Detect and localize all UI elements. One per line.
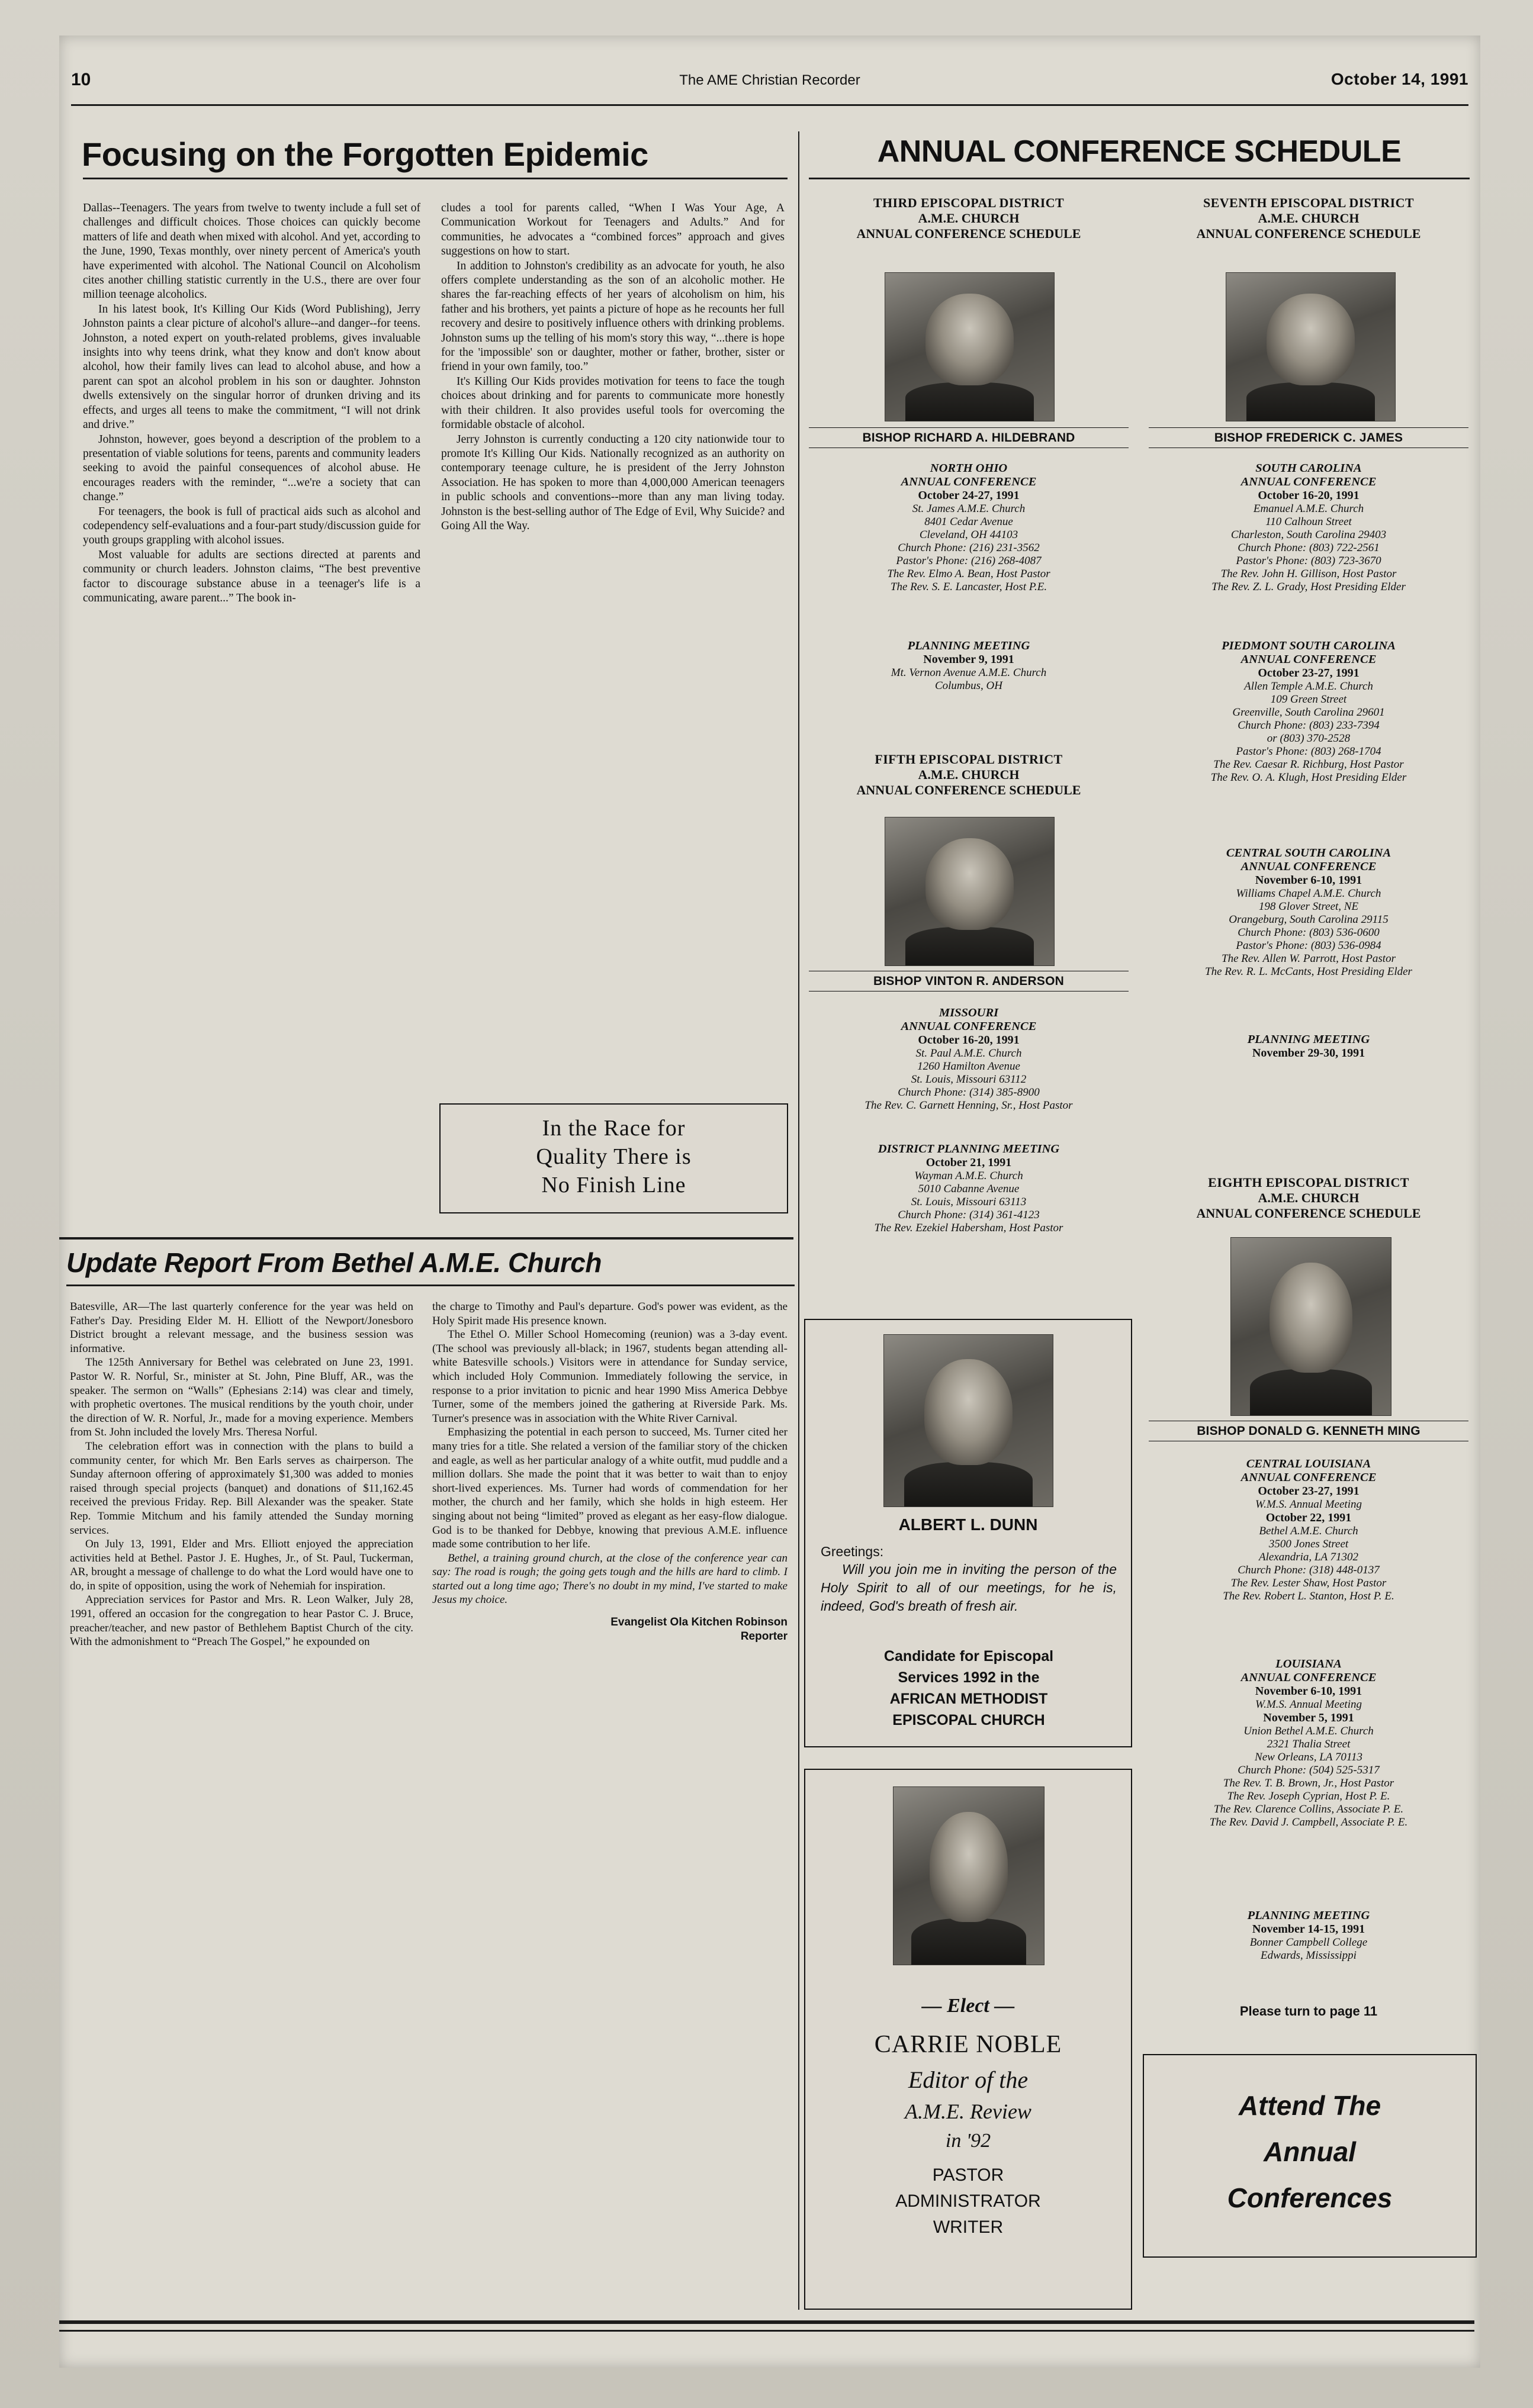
conference-name: LOUISIANA [1275, 1657, 1342, 1670]
attend-line-1: Attend The [1238, 2090, 1381, 2121]
louisiana-conference [1149, 1657, 1468, 1829]
paragraph: The Ethel O. Miller School Homecoming (reunion) was a 3-day event. (The school was previously all-black; in 1967, students began attending all-white Batesville schools.) Visitors were in attendance for Sunday service, which included Holy Communion. Immediately following the service, in response to a prior invitation to picnic and hear 1990 Miss America Debbye Turner, some of the members joined the gathering at Riverside Park. Ms. Turner's presence was in association with the White River Carnival. [432, 1328, 788, 1425]
carrie-noble-role-3: in '92 [945, 2130, 991, 2152]
conference-name: CENTRAL LOUISIANA [1246, 1457, 1371, 1470]
conference-name: NORTH OHIO [930, 462, 1008, 475]
conference-line: Wayman A.M.E. Church [914, 1170, 1023, 1182]
conference-line: The Rev. C. Garnett Henning, Sr., Host Pastor [864, 1099, 1073, 1112]
albert-dunn-ad [804, 1319, 1132, 1747]
conference-dates: November 6-10, 1991 [1255, 1685, 1362, 1698]
paragraph: Dallas--Teenagers. The years from twelve to twenty include a full set of challenges and difficult choices. Those choices can quickly become matters of life and death when mixed with alcohol. And yet, according to the June, 1990, Texas monthly, over ninety percent of America's youth have experimented with alcohol. The National Council on Alcoholism cites another chilling statistic currently in the U.S., there are over four million teenage alcoholics. [83, 202, 420, 301]
conference-line: or (803) 370-2528 [1267, 732, 1351, 745]
conference-type: ANNUAL CONFERENCE [901, 1020, 1037, 1033]
conference-line: St. Louis, Missouri 63113 [911, 1196, 1027, 1208]
paragraph: Emphasizing the potential in each person to succeed, Ms. Turner cited her many tries for a title. She related a version of the familiar story of the chicken and eagle, as well as her particular analogy of a white outfit, mud puddle and a million dollars. She made the point that it was better to wait than to enjoy short-lived experiences. Ms. Turner had words of commendation for her mother, the church and her family, which she holds in high esteem. Her singing about not being “limited” proved as elegant as her easy-flow dialogue. God is to be thanked for Debbye, knowing that previous A.M.E. influence made some contribution to her life. [432, 1426, 788, 1551]
conference-line: 8401 Cedar Avenue [924, 516, 1013, 528]
bishop-anderson-name: BISHOP VINTON R. ANDERSON [809, 971, 1129, 991]
fifth-district-block [809, 752, 1129, 798]
missouri-conference [809, 1006, 1129, 1112]
conference-line: Union Bethel A.M.E. Church [1243, 1725, 1374, 1737]
fifth-district-planning-meeting [809, 1142, 1129, 1235]
albert-dunn-greeting-body: Will you join me in inviting the person of the Holy Spirit to all of our meetings, for he is, indeed, God's breath of fresh air. [821, 1562, 1117, 1614]
conference-line: October 22, 1991 [1265, 1511, 1352, 1524]
paragraph: For teenagers, the book is full of practical aids such as alcohol and codependency self-evaluations and a four-part study/discussion guide for youth groups grappling with alcohol issues. [83, 505, 420, 547]
third-district-church: A.M.E. CHURCH [918, 211, 1020, 226]
seventh-district-subtitle: ANNUAL CONFERENCE SCHEDULE [1196, 226, 1421, 241]
conference-line: Allen Temple A.M.E. Church [1244, 680, 1373, 693]
conference-line: The Rev. Ezekiel Habersham, Host Pastor [874, 1222, 1063, 1234]
paragraph: Jerry Johnston is currently conducting a 120 city nationwide tour to promote It's Killing Our Kids. Nationally recognized as an authority on contemporary teenage culture, he is president of the Jerry Johnston Association. He has spoken to more than 4,000,000 American teenagers in public schools and conventions--more than any man living today. Johnston is the best-selling author of The Edge of Evil, Why Suicide? and Going All the Way. [441, 433, 785, 532]
fifth-district-title: FIFTH EPISCOPAL DISTRICT [875, 752, 1063, 767]
eighth-district-block [1149, 1175, 1468, 1221]
conference-line: Cleveland, OH 44103 [919, 529, 1018, 541]
conference-line: The Rev. Allen W. Parrott, Host Pastor [1222, 952, 1396, 965]
candidacy-line-3: AFRICAN METHODIST [889, 1691, 1048, 1707]
article2-headline: Update Report From Bethel A.M.E. Church [66, 1247, 602, 1278]
conference-line: Emanuel A.M.E. Church [1253, 503, 1364, 515]
conference-line: Church Phone: (803) 722-2561 [1238, 542, 1380, 554]
attend-conferences-ad [1143, 2054, 1477, 2258]
issue-date: October 14, 1991 [1330, 70, 1468, 88]
conference-line: New Orleans, LA 70113 [1255, 1751, 1362, 1763]
candidacy-line-1: Candidate for Episcopal [883, 1648, 1054, 1665]
bishop-james-name: BISHOP FREDERICK C. JAMES [1149, 427, 1468, 448]
article2-rule [66, 1285, 795, 1286]
article1-headline: Focusing on the Forgotten Epidemic [82, 136, 648, 173]
bishop-hildebrand-name: BISHOP RICHARD A. HILDEBRAND [809, 427, 1129, 448]
conference-line: The Rev. R. L. McCants, Host Presiding Elder [1205, 965, 1412, 978]
albert-dunn-greeting-label: Greetings: [821, 1544, 884, 1559]
conference-line: Church Phone: (216) 231-3562 [898, 542, 1040, 554]
carrie-noble-tag-1: PASTOR [932, 2165, 1004, 2185]
carrie-noble-photo [893, 1786, 1045, 1965]
carrie-noble-role-1: Editor of the [908, 2066, 1029, 2093]
paragraph: It's Killing Our Kids provides motivation for teens to face the tough choices about drinking and for parents to communicate more honestly with their children. It also provides useful tools for overcoming the formidable obstacle of alcohol. [441, 375, 785, 432]
conference-line: 110 Calhoun Street [1265, 516, 1352, 528]
conference-line: The Rev. Joseph Cyprian, Host P. E. [1227, 1790, 1390, 1802]
conference-line: Bonner Campbell College [1249, 1936, 1368, 1949]
conference-dates: October 24-27, 1991 [918, 489, 1020, 502]
conference-line: Church Phone: (318) 448-0137 [1238, 1564, 1380, 1576]
conference-name: MISSOURI [939, 1006, 999, 1019]
schedule-banner: ANNUAL CONFERENCE SCHEDULE [877, 134, 1402, 169]
north-ohio-conference [809, 462, 1129, 594]
central-sc-conference [1149, 846, 1468, 978]
paragraph: Johnston, however, goes beyond a description of the problem to a presentation of viable solutions for teens, parents and community leaders seeking to avoid the painful consequences of alcohol abuse. He encourages readers with the reminder, “...we're a society that can change.” [83, 433, 420, 504]
conference-line: 109 Green Street [1270, 693, 1347, 706]
bishop-anderson-photo [885, 817, 1055, 966]
conference-line: Pastor's Phone: (803) 723-3670 [1236, 555, 1381, 567]
conference-line: Church Phone: (803) 233-7394 [1238, 719, 1380, 732]
conference-type: ANNUAL CONFERENCE [1240, 475, 1377, 488]
albert-dunn-name: ALBERT L. DUNN [898, 1515, 1038, 1534]
conference-type: ANNUAL CONFERENCE [1240, 1671, 1377, 1684]
conference-line: Pastor's Phone: (803) 536-0984 [1236, 939, 1381, 952]
conference-line: The Rev. David J. Campbell, Associate P. E. [1209, 1816, 1408, 1828]
conference-dates: November 6-10, 1991 [1255, 874, 1362, 887]
conference-line: Pastor's Phone: (216) 268-4087 [896, 555, 1042, 567]
attend-text [1144, 2082, 1476, 2221]
carrie-noble-role-2: A.M.E. Review [905, 2100, 1031, 2123]
conference-dates: November 14-15, 1991 [1252, 1923, 1365, 1936]
conference-line: 2321 Thalia Street [1267, 1738, 1351, 1750]
seventh-planning-meeting [1149, 1033, 1468, 1060]
conference-line: The Rev. John H. Gillison, Host Pastor [1220, 568, 1397, 580]
paragraph: In addition to Johnston's credibility as an advocate for youth, he also offers complete understanding as the son of an alcoholic mother. He shares the far-reaching effects of her years of alcoholism on him, his father and his brothers, yet paints a picture of hope as he recounts her full recovery and desire to positively influence others with drinking problems. Johnston sums up the telling of his mom's story this way, “...there is hope for the 'impossible' son or daughter, mother or father, brother, sister or friend in your own family, too.” [441, 259, 785, 374]
paragraph: cludes a tool for parents called, “When I Was Your Age, A Communication Workout for Teenagers and Adults.” And for communities, he advocates a “combined forces” approach and gives suggestions on how to start. [441, 202, 785, 258]
quote-line-3: No Finish Line [541, 1173, 686, 1197]
conference-dates: October 23-27, 1991 [1258, 1485, 1360, 1498]
conference-name: SOUTH CAROLINA [1255, 462, 1362, 475]
central-louisiana-conference [1149, 1457, 1468, 1603]
conference-line: The Rev. O. A. Klugh, Host Presiding Elder [1210, 771, 1407, 784]
byline-name: Evangelist Ola Kitchen Robinson [610, 1616, 788, 1629]
column-divider [798, 131, 799, 2310]
paragraph: In his latest book, It's Killing Our Kids (Word Publishing), Jerry Johnston paints a clear picture of alcohol's allure--and danger--for teens. Johnston, a noted expert on youth-related problems, gives invaluable insights into why teens drink, what they know and don't know about alcohol, how their family lives can lead to alcohol abuse, and how a parent can spot an alcohol problem in his son or daughter. Johnston dwells extensively on the singular horror of drunken driving and its effects, and urges all teens to make the commitment, “I will not drink and drive.” [83, 302, 420, 432]
third-district-title: THIRD EPISCOPAL DISTRICT [873, 195, 1065, 210]
carrie-noble-elect: — Elect — [921, 1995, 1015, 2017]
conference-line: The Rev. T. B. Brown, Jr., Host Pastor [1223, 1777, 1394, 1789]
conference-line: Charleston, South Carolina 29403 [1230, 529, 1387, 541]
schedule-banner-rule [809, 178, 1470, 179]
conference-line: The Rev. Z. L. Grady, Host Presiding Elder [1211, 581, 1406, 593]
conference-line: Greenville, South Carolina 29601 [1232, 706, 1385, 719]
conference-line: Williams Chapel A.M.E. Church [1236, 887, 1381, 900]
eighth-planning-meeting [1149, 1909, 1468, 1962]
conference-line: Church Phone: (314) 361-4123 [898, 1209, 1040, 1221]
turn-to-page-note: Please turn to page 11 [1239, 2004, 1378, 2019]
attend-line-3: Conferences [1227, 2182, 1393, 2213]
paragraph: the charge to Timothy and Paul's departure. God's power was evident, as the Holy Spirit made His presence known. [432, 1300, 788, 1327]
eighth-district-subtitle: ANNUAL CONFERENCE SCHEDULE [1196, 1206, 1421, 1221]
conference-line: November 5, 1991 [1263, 1711, 1354, 1724]
conference-dates: October 23-27, 1991 [1258, 667, 1360, 680]
conference-line: W.M.S. Annual Meeting [1255, 1698, 1362, 1711]
fifth-district-subtitle: ANNUAL CONFERENCE SCHEDULE [856, 783, 1081, 797]
quote-line-1: In the Race for [542, 1116, 686, 1141]
seventh-district-title: SEVENTH EPISCOPAL DISTRICT [1203, 195, 1414, 210]
quote-line-2: Quality There is [536, 1144, 692, 1169]
bottom-rule-1 [59, 2320, 1474, 2324]
conference-line: 198 Glover Street, NE [1258, 900, 1359, 913]
bishop-hildebrand-photo [885, 272, 1055, 421]
seventh-district-block [1149, 195, 1468, 242]
paper-name: The AME Christian Recorder [679, 72, 860, 88]
masthead-rule [71, 104, 1468, 106]
conference-line: The Rev. Caesar R. Richburg, Host Pastor [1213, 758, 1404, 771]
conference-line: Mt. Vernon Avenue A.M.E. Church [891, 667, 1047, 679]
conference-line: Columbus, OH [934, 680, 1002, 692]
conference-line: The Rev. Clarence Collins, Associate P. E. [1213, 1803, 1404, 1815]
conference-line: Pastor's Phone: (803) 268-1704 [1236, 745, 1381, 758]
conference-type: ANNUAL CONFERENCE [1240, 1471, 1377, 1484]
paragraph: The 125th Anniversary for Bethel was celebrated on June 23, 1991. Pastor W. R. Norful, Sr., minister at St. John, Pine Bluff, AR., was the speaker. The sermon on “Walls” (Ephesians 2:14) was clear and timely, with prophetic overtones. The musical renditions by the youth choir, under the direction of W. R. Norful, Jr., made for a moving experience. Members from St. John included the lovely Mrs. Theresa Norful. [70, 1356, 413, 1439]
conference-line: The Rev. Lester Shaw, Host Pastor [1230, 1577, 1387, 1589]
attend-line-2: Annual [1264, 2136, 1356, 2167]
article2-column-2 [432, 1300, 788, 1643]
article1-rule [83, 178, 788, 179]
paragraph: Most valuable for adults are sections directed at parents and community or church leaders. Johnston claims, “The best preventive factor to discourage substance abuse in a teenager's life is a communicating, aware parent...” The book in- [83, 548, 420, 604]
conference-line: Orangeburg, South Carolina 29115 [1229, 913, 1389, 926]
carrie-noble-tag-3: WRITER [933, 2217, 1004, 2237]
paragraph: Appreciation services for Pastor and Mrs. R. Leon Walker, July 28, 1991, offered an occasion for the congregation to hear Pastor C. J. Bruce, preacher/teacher, and new pastor of Bethlehem Baptist Church of the city. With the admonishment to “Preach The Gospel,” he expounded on [70, 1593, 413, 1649]
paragraph: Bethel, a training ground church, at the close of the conference year can say: The road is rough; the going gets tough and the hills are hard to climb. I started out a long time ago; There's no doubt in my mind, I've started to make Jesus my choice. [432, 1551, 788, 1607]
conference-name: CENTRAL SOUTH CAROLINA [1226, 846, 1391, 859]
conference-line: The Rev. Elmo A. Bean, Host Pastor [887, 568, 1050, 580]
carrie-noble-tag-2: ADMINISTRATOR [895, 2191, 1041, 2211]
masthead [71, 70, 1468, 94]
third-district-subtitle: ANNUAL CONFERENCE SCHEDULE [856, 226, 1081, 241]
conference-line: 1260 Hamilton Avenue [917, 1060, 1020, 1073]
conference-name: PLANNING MEETING [1247, 1909, 1370, 1922]
carrie-noble-name: CARRIE NOBLE [874, 2031, 1062, 2058]
conference-line: Church Phone: (803) 536-0600 [1238, 926, 1380, 939]
article2-top-rule [59, 1237, 793, 1240]
seventh-district-church: A.M.E. CHURCH [1258, 211, 1360, 226]
conference-type: ANNUAL CONFERENCE [1240, 860, 1377, 873]
conference-line: The Rev. Robert L. Stanton, Host P. E. [1223, 1590, 1394, 1602]
conference-dates: November 9, 1991 [923, 653, 1014, 666]
fifth-district-church: A.M.E. CHURCH [918, 767, 1020, 782]
eighth-district-church: A.M.E. CHURCH [1258, 1190, 1360, 1205]
third-district-block [809, 195, 1129, 242]
conference-name: PLANNING MEETING [907, 639, 1030, 652]
conference-line: Alexandria, LA 71302 [1258, 1551, 1358, 1563]
bishop-ming-name: BISHOP DONALD G. KENNETH MING [1149, 1421, 1468, 1441]
conference-name: PLANNING MEETING [1247, 1033, 1370, 1046]
conference-line: St. James A.M.E. Church [912, 503, 1026, 515]
quality-quote-box [439, 1103, 788, 1213]
page-number: 10 [71, 70, 91, 89]
bishop-ming-photo [1230, 1237, 1391, 1416]
conference-line: Bethel A.M.E. Church [1259, 1525, 1358, 1537]
conference-line: The Rev. S. E. Lancaster, Host P.E. [890, 581, 1047, 593]
conference-line: St. Louis, Missouri 63112 [911, 1073, 1027, 1086]
byline-role: Reporter [740, 1630, 788, 1643]
conference-line: 3500 Jones Street [1268, 1538, 1349, 1550]
candidacy-line-2: Services 1992 in the [898, 1669, 1040, 1686]
paragraph: On July 13, 1991, Elder and Mrs. Elliott enjoyed the appreciation activities held at Bethel. Pastor J. E. Hughes, Jr., of St. Paul, Tuckerman, AR, brought a message of challenge to do what the Lord would have one to do, in spite of opposition, using the work of Nehemiah for inspiration. [70, 1538, 413, 1592]
paragraph: Batesville, AR—The last quarterly conference for the year was held on Father's Day. Presiding Elder M. H. Elliott of the Newport/Jonesboro District brought a relevant message, and the business session was informative. [70, 1300, 413, 1355]
conference-line: W.M.S. Annual Meeting [1255, 1498, 1362, 1511]
article2-column-1 [70, 1300, 413, 1649]
conference-name: PIEDMONT SOUTH CAROLINA [1222, 639, 1396, 652]
third-planning-meeting [809, 639, 1129, 693]
conference-type: ANNUAL CONFERENCE [1240, 653, 1377, 666]
piedmont-sc-conference [1149, 639, 1468, 784]
conference-type: ANNUAL CONFERENCE [901, 475, 1037, 488]
conference-dates: October 16-20, 1991 [1258, 489, 1360, 502]
conference-name: DISTRICT PLANNING MEETING [878, 1142, 1060, 1155]
article1-column-1 [83, 201, 420, 606]
article1-column-2 [441, 201, 785, 533]
conference-dates: November 29-30, 1991 [1252, 1047, 1365, 1060]
conference-line: 5010 Cabanne Avenue [918, 1183, 1020, 1195]
candidacy-line-4: EPISCOPAL CHURCH [892, 1712, 1045, 1728]
albert-dunn-photo [883, 1334, 1053, 1507]
conference-dates: October 16-20, 1991 [918, 1034, 1020, 1047]
albert-dunn-candidacy [821, 1646, 1117, 1731]
conference-line: Church Phone: (314) 385-8900 [898, 1086, 1040, 1099]
south-carolina-conference [1149, 462, 1468, 594]
bishop-james-photo [1226, 272, 1396, 421]
carrie-noble-ad [804, 1769, 1132, 2310]
eighth-district-title: EIGHTH EPISCOPAL DISTRICT [1208, 1175, 1409, 1190]
conference-line: Edwards, Mississippi [1261, 1949, 1357, 1962]
conference-dates: October 21, 1991 [925, 1156, 1012, 1169]
conference-line: St. Paul A.M.E. Church [915, 1047, 1022, 1060]
bottom-rule-2 [59, 2330, 1474, 2332]
conference-line: Church Phone: (504) 525-5317 [1238, 1764, 1380, 1776]
paragraph: The celebration effort was in connection with the plans to build a community center, for which Mr. Ben Earls serves as chairperson. The Sunday afternoon offering of approximately $1,300 was added to monies raised through special projects (banquet) and donations of $11,162.45 received the previous Friday. Rep. Bill Alexander was the speaker. State Rep. Tommie Mitchum and his family attended the Sunday morning services. [70, 1440, 413, 1537]
